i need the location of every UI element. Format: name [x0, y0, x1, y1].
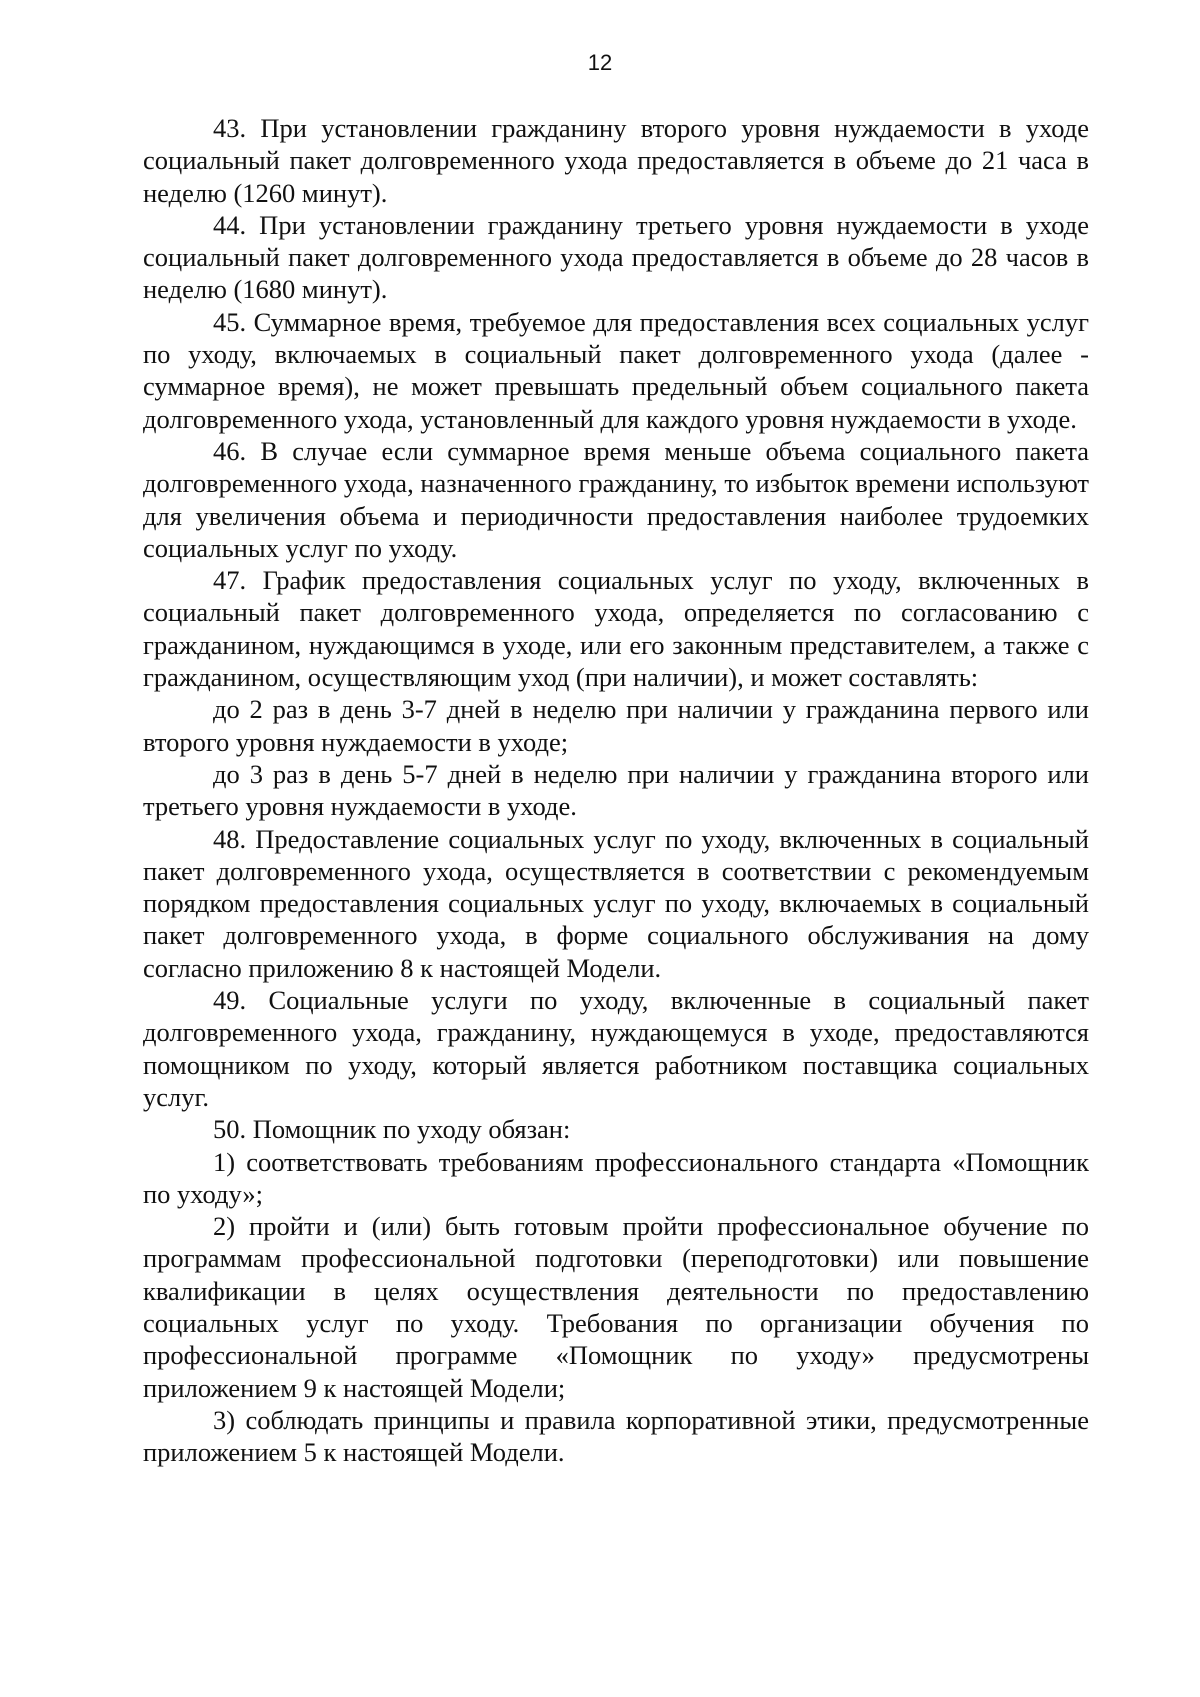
paragraph-43: 43. При установлении гражданину второго уровня нуждаемости в уходе социальный пакет долговременного ухода предоставляется в объеме до 21 часа в неделю (1260 минут).	[143, 113, 1089, 208]
paragraph-50-item-2: 2) пройти и (или) быть готовым пройти профессиональное обучение по программам профессиональной подготовки (переподготовки) или повышение квалификации в целях осуществления деятельности по предоставлению социальных услуг по уходу. Требования по организации обучения по профессиональной программе «Помощник по уходу» предусмотрены приложением 9 к настоящей Модели;	[143, 1211, 1089, 1403]
paragraph-47-item-1: до 2 раз в день 3-7 дней в неделю при наличии у гражданина первого или второго уровня нуждаемости в уходе;	[143, 694, 1089, 757]
document-body	[143, 112, 1089, 1468]
paragraph-45: 45. Суммарное время, требуемое для предоставления всех социальных услуг по уходу, включаемых в социальный пакет долговременного ухода (далее - суммарное время), не может превышать предельный объем социального пакета долговременного ухода, установленный для каждого уровня нуждаемости в уходе.	[143, 306, 1089, 434]
paragraph-50: 50. Помощник по уходу обязан:	[213, 1114, 571, 1145]
paragraph-46: 46. В случае если суммарное время меньше объема социального пакета долговременного ухода, назначенного гражданину, то избыток времени используют для увеличения объема и периодичности предоставления наиболее трудоемких социальных услуг по уходу.	[143, 435, 1089, 563]
page-number: 12	[587, 50, 613, 75]
paragraph-47: 47. График предоставления социальных услуг по уходу, включенных в социальный пакет долговременного ухода, определяется по согласованию с гражданином, нуждающимся в уходе, или его законным представителем, а также с гражданином, осуществляющим уход (при наличии), и может составлять:	[143, 565, 1089, 693]
paragraph-50-item-1: 1) соответствовать требованиям профессионального стандарта «Помощник по уходу»;	[143, 1146, 1089, 1209]
paragraph-44: 44. При установлении гражданину третьего уровня нуждаемости в уходе социальный пакет долговременного ухода предоставляется в объеме до 28 часов в неделю (1680 минут).	[143, 209, 1089, 305]
paragraph-47-item-2: до 3 раз в день 5-7 дней в неделю при наличии у гражданина второго или третьего уровня нуждаемости в уходе.	[143, 758, 1089, 822]
paragraph-50-item-3: 3) соблюдать принципы и правила корпоративной этики, предусмотренные приложением 5 к настоящей Модели.	[143, 1404, 1089, 1468]
paragraph-49: 49. Социальные услуги по уходу, включенные в социальный пакет долговременного ухода, гражданину, нуждающемуся в уходе, предоставляются помощником по уходу, который является работником поставщика социальных услуг.	[143, 985, 1089, 1112]
paragraph-48: 48. Предоставление социальных услуг по уходу, включенных в социальный пакет долговременного ухода, осуществляется в соответствии с рекомендуемым порядком предоставления социальных услуг по уходу, включаемых в социальный пакет долговременного ухода, в форме социального обслуживания на дому согласно приложению 8 к настоящей Модели.	[143, 823, 1089, 983]
